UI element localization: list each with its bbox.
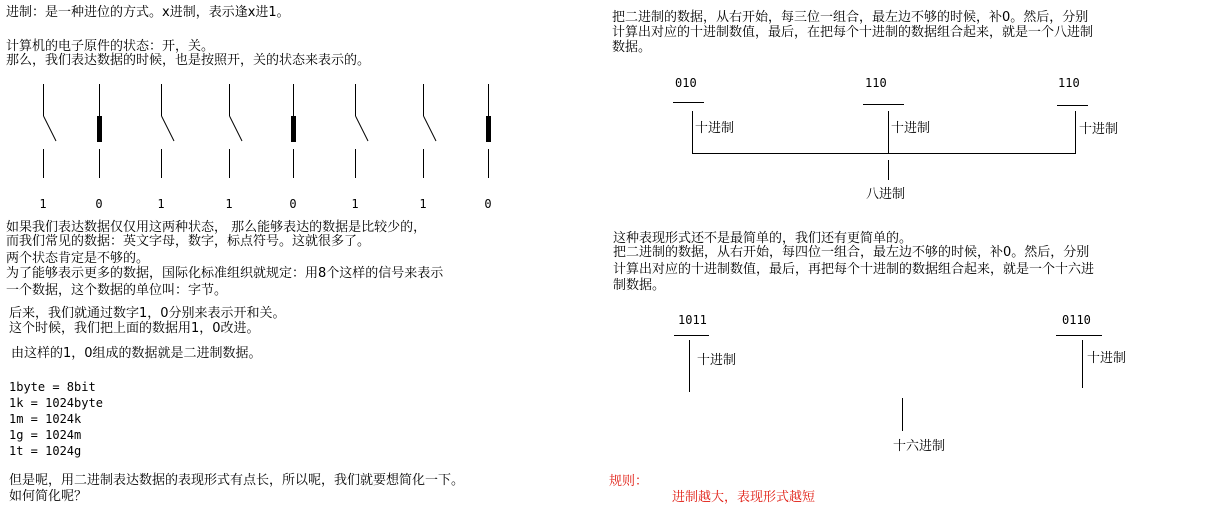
octal-group-label: 110 [865, 76, 887, 90]
branch-label: 十进制 [695, 121, 735, 136]
octal-group-label: 010 [675, 76, 697, 90]
switch-bit-label: 1 [351, 197, 359, 211]
hex-desc-3: 制数据。 [613, 278, 666, 293]
switch-open [157, 84, 174, 211]
switch-contact [486, 116, 491, 142]
hex-desc-2: 计算出对应的十进制数值，最后，再把每个十进制的数据组合起来，就是一个十六进 [613, 262, 1095, 277]
octal-desc-1: 把二进制的数据，从右开始，每三位一组合，最左边不够的时候，补0。然后，分别 [612, 10, 1089, 25]
hex-result-label: 十六进制 [893, 439, 946, 454]
switch-blade [424, 116, 437, 141]
switch-open [351, 84, 368, 211]
switch-bit-label: 1 [419, 197, 427, 211]
intro-text: 进制：是一种进位的方式。x进制，表示逢x进1。 [6, 5, 290, 20]
para1-line1: 如果我们表达数据仅仅用这两种状态， 那么能够表达的数据是比较少的， [6, 220, 427, 235]
hex-desc-1: 把二进制的数据，从右开始，每四位一组合，最左边不够的时候，补0。然后，分别 [613, 245, 1090, 260]
unit-line: 1t = 1024g [9, 444, 82, 458]
octal-group-label: 110 [1058, 76, 1080, 90]
hex-desc-0: 这种表现形式还不是最简单的，我们还有更简单的。 [613, 231, 913, 246]
switch-closed [95, 84, 102, 211]
unit-line: 1byte = 8bit [9, 380, 96, 394]
unit-line: 1g = 1024m [9, 428, 82, 442]
para1-line5: 一个数据，这个数据的单位叫：字节。 [6, 283, 228, 298]
octal-diagram [673, 76, 1118, 202]
switch-bit-label: 0 [484, 197, 492, 211]
switch-bit-label: 0 [289, 197, 297, 211]
branch-label: 十进制 [697, 353, 737, 368]
rule-label: 规则： [609, 474, 649, 489]
para2-line2: 这个时候，我们把上面的数据用1，0改进。 [9, 321, 260, 336]
octal-result-label: 八进制 [866, 187, 906, 202]
unit-line: 1m = 1024k [9, 412, 82, 426]
para1-line2: 而我们常见的数据：英文字母，数字，标点符号。这就很多了。 [6, 234, 371, 249]
switch-blade [44, 116, 57, 141]
ending-line1: 但是呢，用二进制表达数据的表现形式有点长，所以呢，我们就要想简化一下。 [9, 473, 465, 488]
para1-line4: 为了能够表示更多的数据，国际化标准组织就规定：用8个这样的信号来表示 [6, 266, 444, 281]
switch-blade [230, 116, 243, 141]
state-text-2: 那么，我们表达数据的时候，也是按照开，关的状态来表示的。 [6, 53, 371, 68]
switch-contact [291, 116, 296, 142]
switch-open [419, 84, 436, 211]
branch-label: 十进制 [891, 121, 931, 136]
octal-desc-3: 数据。 [612, 40, 652, 55]
switch-bit-label: 0 [95, 197, 103, 211]
switch-bit-label: 1 [157, 197, 165, 211]
branch-label: 十进制 [1087, 351, 1127, 366]
switch-diagram [39, 84, 491, 211]
hex-diagram [674, 313, 1126, 454]
switch-bit-label: 1 [225, 197, 233, 211]
switch-contact [97, 116, 102, 142]
octal-desc-2: 计算出对应的十进制数值，最后，在把每个十进制的数据组合起来，就是一个八进制 [612, 25, 1094, 40]
state-text-1: 计算机的电子原件的状态：开，关。 [6, 39, 215, 54]
rule-text: 进制越大，表现形式越短 [672, 490, 816, 505]
switch-closed [484, 84, 491, 211]
hex-group-label: 1011 [678, 313, 707, 327]
hex-group-label: 0110 [1062, 313, 1091, 327]
para1-line3: 两个状态肯定是不够的。 [6, 251, 150, 266]
unit-line: 1k = 1024byte [9, 396, 103, 410]
switch-bit-label: 1 [39, 197, 47, 211]
para3-text: 由这样的1，0组成的数据就是二进制数据。 [11, 346, 262, 361]
para2-line1: 后来，我们就通过数字1，0分别来表示开和关。 [9, 306, 286, 321]
branch-label: 十进制 [1079, 122, 1119, 137]
switch-blade [356, 116, 369, 141]
switch-open [225, 84, 242, 211]
switch-open [39, 84, 56, 211]
switch-blade [162, 116, 175, 141]
ending-line2: 如何简化呢？ [9, 489, 88, 504]
switch-closed [289, 84, 296, 211]
